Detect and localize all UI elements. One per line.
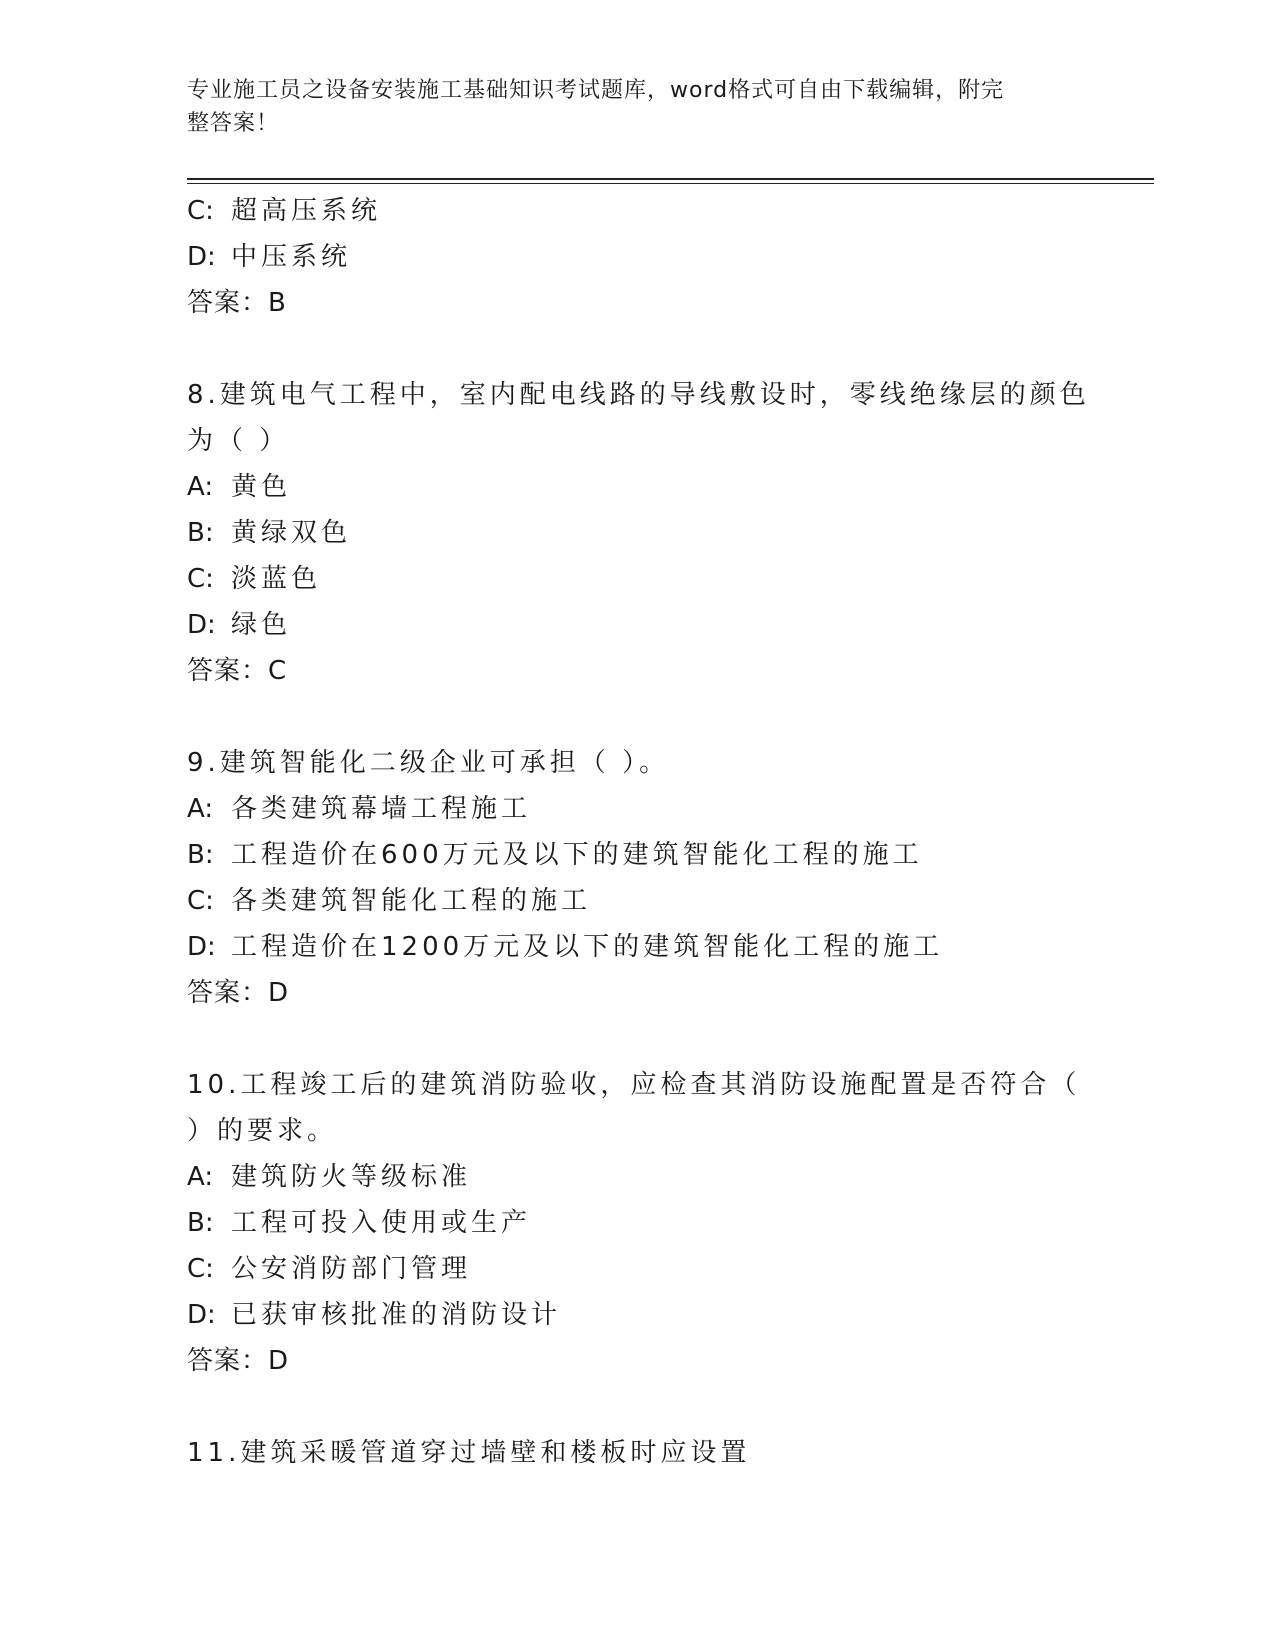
question-10 (187, 1062, 1081, 1384)
answer-line: 答案：D (187, 978, 290, 1008)
option-text: 各类建筑智能化工程的施工 (231, 886, 592, 916)
option-letter: C: (187, 886, 214, 916)
option-text: 工程造价在1200万元及以下的建筑智能化工程的施工 (231, 932, 944, 962)
option-c (187, 1246, 1077, 1292)
spacer (187, 326, 1077, 372)
option-text: 黄绿双色 (231, 518, 352, 548)
answer-line: 答案：D (187, 1346, 290, 1376)
header-line-1: 专业施工员之设备安装施工基础知识考试题库，word格式可自由下载编辑，附完 (187, 78, 1005, 103)
header-line-2: 整答案！ (187, 111, 280, 136)
option-letter: D: (187, 610, 216, 640)
option-b (187, 832, 1077, 878)
option-text: 建筑防火等级标准 (231, 1162, 472, 1192)
question-stem-continued: 为（ ） (187, 426, 290, 456)
question-stem: 11.建筑采暖管道穿过墙壁和楼板时应设置 (187, 1438, 751, 1468)
option-letter: D: (187, 242, 216, 272)
option-a (187, 786, 1077, 832)
option-text: 超高压系统 (231, 196, 382, 226)
question-8 (187, 372, 1090, 694)
option-letter: D: (187, 1300, 216, 1330)
option-letter: B: (187, 840, 214, 870)
option-text: 各类建筑幕墙工程施工 (231, 794, 532, 824)
option-d (187, 234, 1077, 280)
question-stem: 8.建筑电气工程中，室内配电线路的导线敷设时，零线绝缘层的颜色 (187, 380, 1090, 410)
document-header (187, 74, 1067, 140)
header-divider-thin (187, 183, 1154, 184)
question-list (187, 188, 1090, 1476)
option-text: 绿色 (231, 610, 292, 640)
answer-line: 答案：B (187, 288, 287, 318)
option-text: 淡蓝色 (231, 564, 322, 594)
option-d (187, 1292, 1077, 1338)
option-letter: B: (187, 518, 214, 548)
spacer (187, 1016, 1077, 1062)
option-a (187, 1154, 1077, 1200)
option-c (187, 878, 1077, 924)
question-7-tail (187, 188, 1077, 326)
option-letter: D: (187, 932, 216, 962)
option-b (187, 510, 1077, 556)
answer-line: 答案：C (187, 656, 288, 686)
option-c (187, 556, 1077, 602)
option-letter: C: (187, 196, 214, 226)
question-stem-continued: ）的要求。 (187, 1116, 338, 1146)
question-stem: 9.建筑智能化二级企业可承担（ ）。 (187, 748, 670, 778)
option-letter: C: (187, 1254, 214, 1284)
option-b (187, 1200, 1077, 1246)
header-divider-thick (187, 178, 1154, 180)
option-c (187, 188, 1077, 234)
option-text: 已获审核批准的消防设计 (231, 1300, 562, 1330)
option-text: 公安消防部门管理 (231, 1254, 472, 1284)
option-text: 工程可投入使用或生产 (231, 1208, 532, 1238)
option-letter: A: (187, 472, 214, 502)
option-letter: A: (187, 794, 214, 824)
option-d (187, 924, 1077, 970)
spacer (187, 694, 1077, 740)
question-9 (187, 740, 1077, 1016)
option-letter: C: (187, 564, 214, 594)
option-text: 中压系统 (231, 242, 352, 272)
option-d (187, 602, 1077, 648)
option-text: 黄色 (231, 472, 292, 502)
question-11 (187, 1430, 1077, 1476)
option-letter: B: (187, 1208, 214, 1238)
option-a (187, 464, 1077, 510)
option-letter: A: (187, 1162, 214, 1192)
option-text: 工程造价在600万元及以下的建筑智能化工程的施工 (231, 840, 923, 870)
spacer (187, 1384, 1077, 1430)
question-stem: 10.工程竣工后的建筑消防验收，应检查其消防设施配置是否符合（ (187, 1070, 1081, 1100)
